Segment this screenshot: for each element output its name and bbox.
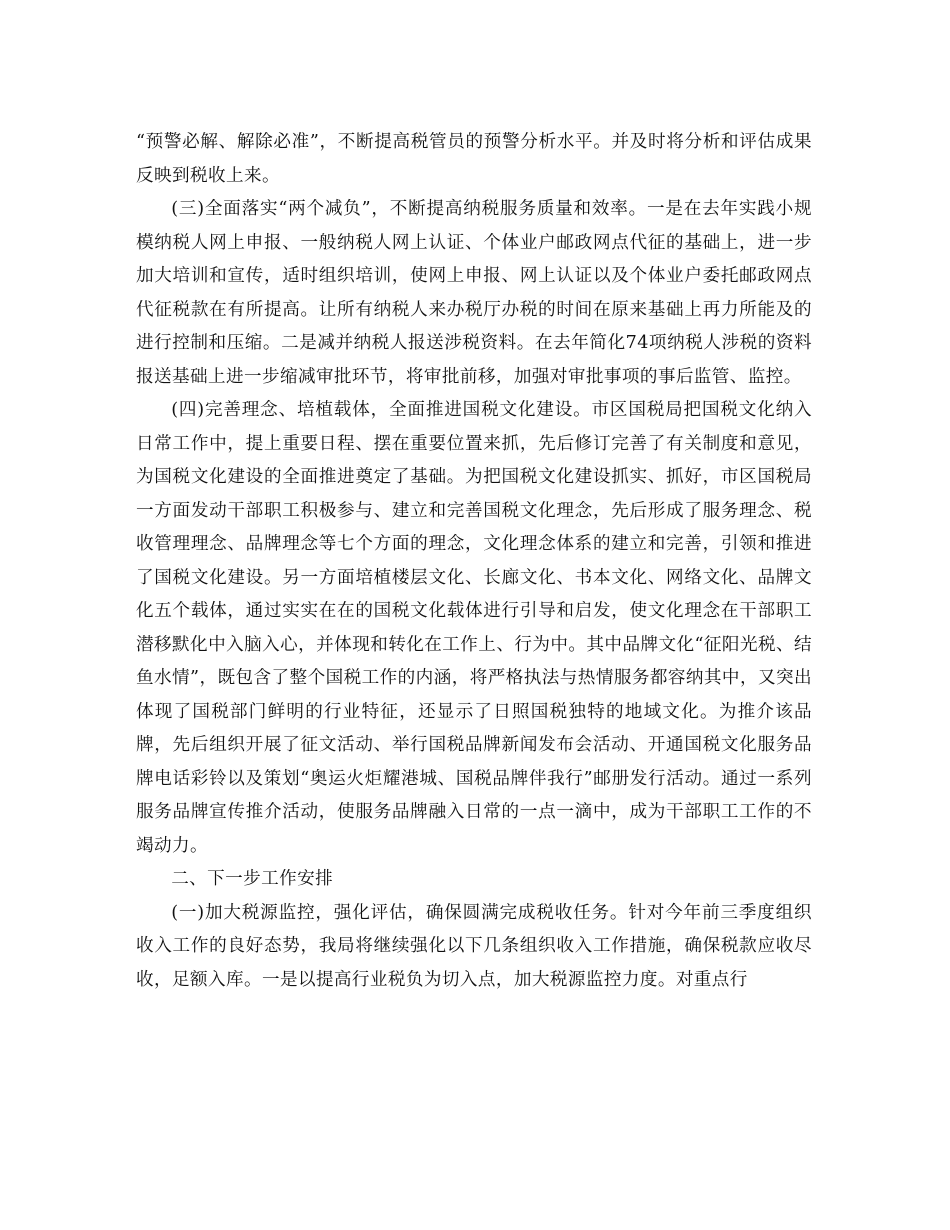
document-body xyxy=(136,126,812,997)
paragraph-section-three: (三)全面落实“两个减负”，不断提高纳税服务质量和效率。一是在去年实践小规模纳税人网上申报、一般纳税人网上认证、个体业户邮政网点代征的基础上，进一步加大培训和宣传，适时组织培训，使网上申报、网上认证以及个体业户委托邮政网点代征税款在有所提高。让所有纳税人来办税厅办税的时间在原来基础上再力所能及的进行控制和压缩。二是减并纳税人报送涉税资料。在去年简化74项纳税人涉税的资料报送基础上进一步缩减审批环节，将审批前移，加强对审批事项的事后监管、监控。 xyxy=(136,199,812,387)
paragraph-next-steps-one: (一)加大税源监控，强化评估，确保圆满完成税收任务。针对今年前三季度组织收入工作的良好态势，我局将继续强化以下几条组织收入工作措施，确保税款应收尽收，足额入库。一是以提高行业税负为切入点，加大税源监控力度。对重点行 xyxy=(136,902,812,990)
paragraph-continuation: “预警必解、解除必准”，不断提高税管员的预警分析水平。并及时将分析和评估成果反映到税收上来。 xyxy=(136,132,812,186)
section-heading-next-steps: 二、下一步工作安排 xyxy=(171,869,334,889)
paragraph-section-four: (四)完善理念、培植载体，全面推进国税文化建设。市区国税局把国税文化纳入日常工作中，提上重要日程、摆在重要位置来抓，先后修订完善了有关制度和意见，为国税文化建设的全面推进奠定了基础。为把国税文化建设抓实、抓好，市区国税局一方面发动干部职工积极参与、建立和完善国税文化理念，先后形成了服务理念、税收管理理念、品牌理念等七个方面的理念，文化理念体系的建立和完善，引领和推进了国税文化建设。另一方面培植楼层文化、长廊文化、书本文化、网络文化、品牌文化五个载体，通过实实在在的国税文化载体进行引导和启发，使文化理念在干部职工潜移默化中入脑入心，并体现和转化在工作上、行为中。其中品牌文化“征阳光税、结鱼水情”，既包含了整个国税工作的内涵，将严格执法与热情服务都容纳其中，又突出体现了国税部门鲜明的行业特征，还显示了日照国税独特的地域文化。为推介该品牌，先后组织开展了征文活动、举行国税品牌新闻发布会活动、开通国税文化服务品牌电话彩铃以及策划“奥运火炬耀港城、国税品牌伴我行”邮册发行活动。通过一系列服务品牌宣传推介活动，使服务品牌融入日常的一点一滴中，成为干部职工工作的不竭动力。 xyxy=(136,400,812,856)
